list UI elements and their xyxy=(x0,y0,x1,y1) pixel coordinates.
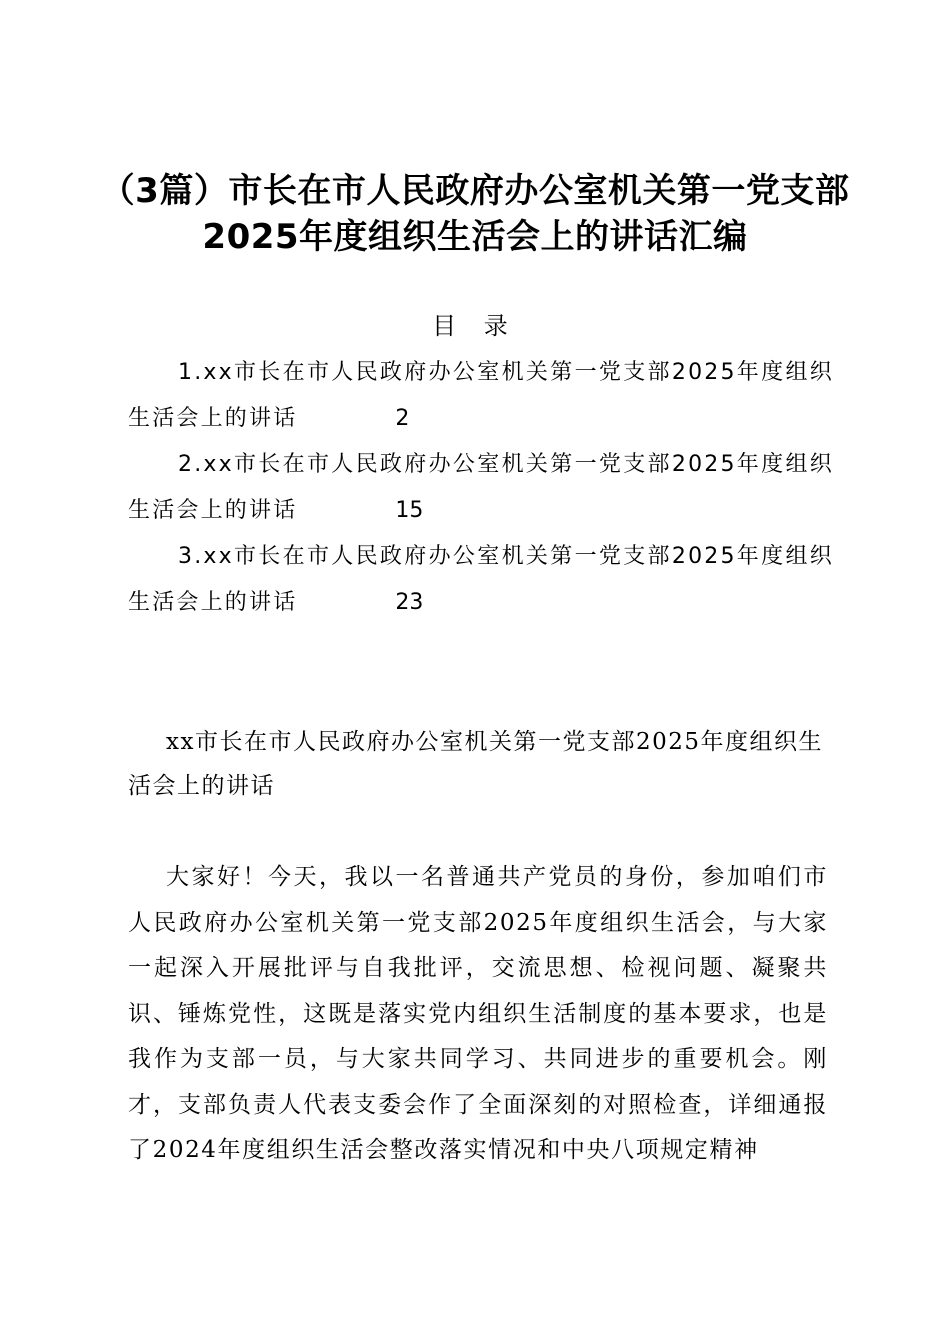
article-body-paragraph: 大家好！今天，我以一名普通共产党员的身份，参加咱们市人民政府办公室机关第一党支部2025年度组织生活会，与大家一起深入开展批评与自我批评，交流思想、检视问题、凝聚共识、锤炼党性，这既是落实党内组织生活制度的基本要求，也是我作为支部一员，与大家共同学习、共同进步的重要机会。刚才，支部负责人代表支委会作了全面深刻的对照检查，详细通报了2024年度组织生活会整改落实情况和中央八项规定精神 xyxy=(128,864,828,1163)
toc-entry-page: 23 xyxy=(395,590,424,615)
toc-entry[interactable] xyxy=(128,534,834,626)
document-title: （3篇）市长在市人民政府办公室机关第一党支部2025年度组织生活会上的讲话汇编 xyxy=(100,171,850,257)
toc-entry[interactable] xyxy=(128,442,834,534)
toc-entry[interactable] xyxy=(128,350,834,442)
toc-heading: 目 录 xyxy=(432,312,518,340)
toc-entry-page: 15 xyxy=(395,498,424,523)
toc-entry-page: 2 xyxy=(395,406,410,431)
toc-entry-text: 3.xx市长在市人民政府办公室机关第一党支部2025年度组织生活会上的讲话 xyxy=(128,544,834,615)
toc-entry-text: 1.xx市长在市人民政府办公室机关第一党支部2025年度组织生活会上的讲话 xyxy=(128,360,834,431)
toc-entry-text: 2.xx市长在市人民政府办公室机关第一党支部2025年度组织生活会上的讲话 xyxy=(128,452,834,523)
table-of-contents xyxy=(128,350,834,626)
article-title: xx市长在市人民政府办公室机关第一党支部2025年度组织生活会上的讲话 xyxy=(128,729,823,799)
